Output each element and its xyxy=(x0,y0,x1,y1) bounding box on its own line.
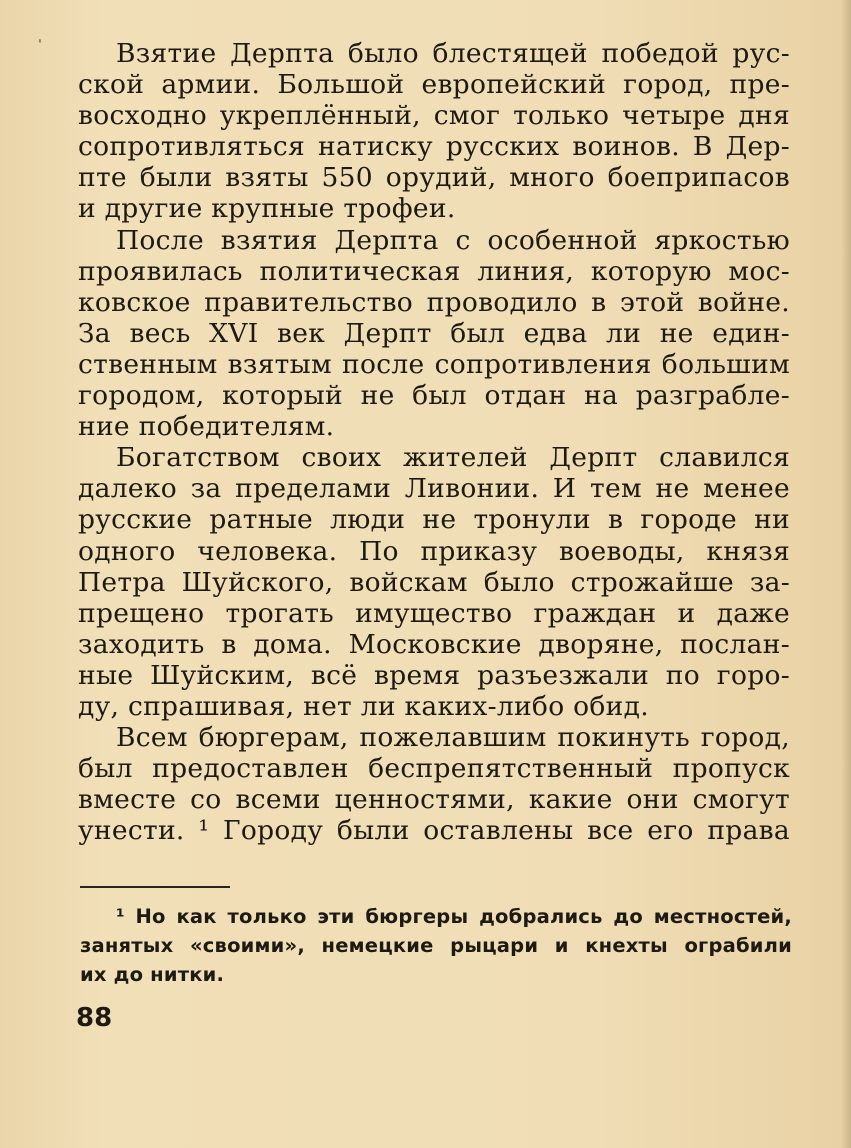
text-line: и другие крупные трофеи. xyxy=(78,193,456,225)
main-text xyxy=(78,38,790,846)
text-line: ду, спрашивая, нет ли каких-либо обид. xyxy=(78,690,649,722)
text-line: русские ратные люди не тронули в городе ни xyxy=(78,504,790,536)
page-number: 88 xyxy=(76,1003,113,1033)
text-line: Взятие Дерпта было блестящей победой рус- xyxy=(116,38,790,69)
text-line: далеко за пределами Ливонии. И тем не менее xyxy=(78,473,790,505)
text-line: городом, который не был отдан на разграбле- xyxy=(78,380,790,412)
text-line: прещено трогать имущество граждан и даже xyxy=(78,597,790,629)
footnote-line: их до нитки. xyxy=(80,963,225,986)
footnote-rule xyxy=(80,886,230,888)
text-line: ние победителям. xyxy=(78,411,335,443)
text-line: Богатством своих жителей Дерпт славился xyxy=(116,442,790,474)
text-line: восходно укреплённый, смог только четыре дня xyxy=(78,100,790,132)
text-line: За весь XVI век Дерпт был едва ли не един- xyxy=(78,317,790,349)
margin-mark: ˈ xyxy=(38,38,42,54)
text-line: унести. ¹ Городу были оставлены все его права xyxy=(78,815,790,847)
text-line: был предоставлен беспрепятственный пропуск xyxy=(78,753,790,785)
text-line: Всем бюргерам, пожелавшим покинуть город, xyxy=(116,722,790,754)
text-line: ственным взятым после сопротивления большим xyxy=(78,348,790,380)
text-line: вместе со всеми ценностями, какие они смогут xyxy=(78,784,790,816)
text-line: ской армии. Большой европейский город, пре- xyxy=(78,69,790,101)
text-line: После взятия Дерпта с особенной яркостью xyxy=(116,224,790,256)
footnote-line: занятых «своими», немецкие рыцари и кнехты ограбили xyxy=(80,934,792,957)
text-line: сопротивляться натиску русских воинов. В Дер- xyxy=(78,131,790,163)
text-line: проявилась политическая линия, которую мос- xyxy=(78,255,790,287)
text-line: ные Шуйским, всё время разъезжали по горо- xyxy=(78,659,790,691)
text-line: Петра Шуйского, войскам было строжайше за- xyxy=(78,566,790,598)
text-line: ковское правительство проводило в этой войне. xyxy=(78,286,790,318)
footnote xyxy=(80,902,792,989)
text-line: пте были взяты 550 орудий, много боеприпасов xyxy=(78,162,790,194)
text-line: одного человека. По приказу воеводы, князя xyxy=(78,535,790,567)
page-edge-shadow xyxy=(841,0,851,1148)
text-line: заходить в дома. Московские дворяне, послан- xyxy=(78,628,790,660)
footnote-line: ¹ Но как только эти бюргеры добрались до местностей, xyxy=(116,905,792,928)
